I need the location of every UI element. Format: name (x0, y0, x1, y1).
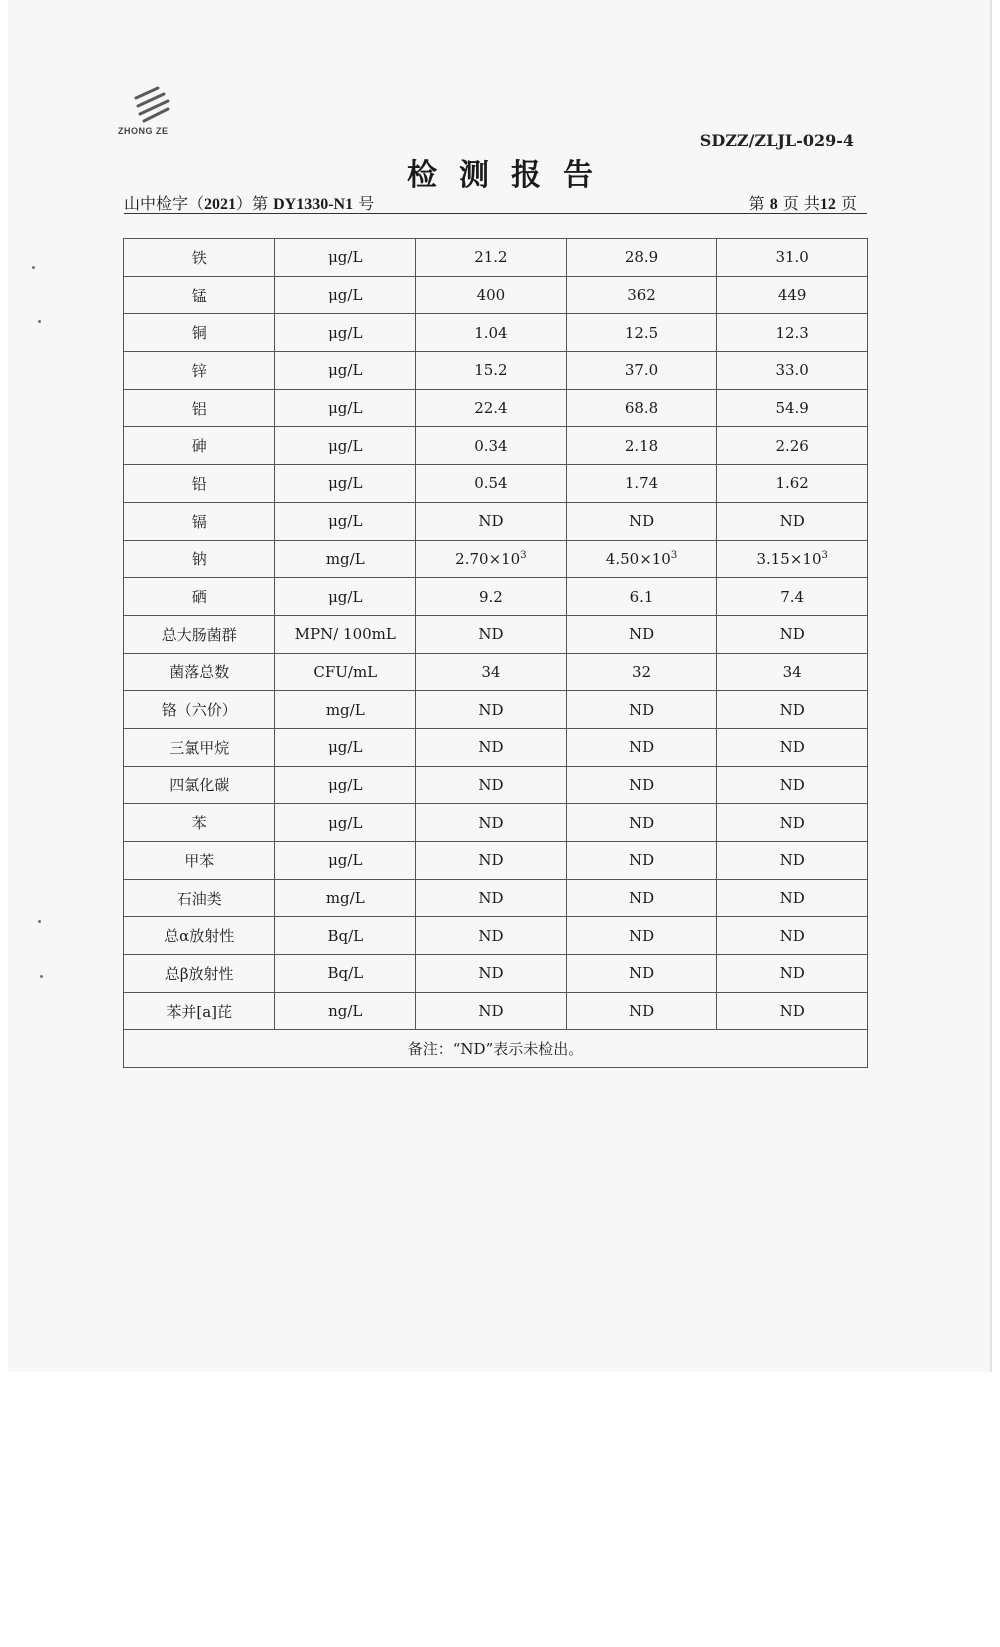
sample-3-value: ND (717, 879, 868, 917)
sample-1-value: 34 (416, 653, 567, 691)
unit: μg/L (275, 465, 416, 503)
sample-2-value: 12.5 (566, 314, 717, 352)
unit: mg/L (275, 540, 416, 578)
test-item: 锌 (124, 352, 275, 390)
sample-1-value: ND (416, 502, 567, 540)
sample-3-value: ND (717, 615, 868, 653)
table-note: 备注：“ND”表示未检出。 (124, 1030, 868, 1068)
test-item: 苯 (124, 804, 275, 842)
sample-3-value: 2.26 (717, 427, 868, 465)
table-row (124, 842, 868, 880)
logo-text: ZHONG ZE (118, 126, 169, 136)
table-row (124, 955, 868, 993)
sample-2-value: ND (566, 615, 717, 653)
page-title: 检测报告 (407, 158, 615, 193)
sample-3-value: ND (717, 766, 868, 804)
unit: μg/L (275, 314, 416, 352)
table-row (124, 276, 868, 314)
test-item: 总α放射性 (124, 917, 275, 955)
sample-3-value: 1.62 (717, 465, 868, 503)
test-item: 钠 (124, 540, 275, 578)
sample-1-value: ND (416, 691, 567, 729)
table-row (124, 239, 868, 277)
scan-speck (38, 320, 41, 323)
sample-3-value: ND (717, 691, 868, 729)
unit: μg/L (275, 352, 416, 390)
sample-3-value: ND (717, 992, 868, 1030)
scan-speck (38, 920, 41, 923)
test-item: 铜 (124, 314, 275, 352)
test-item: 铬（六价） (124, 691, 275, 729)
test-item: 锰 (124, 276, 275, 314)
table-row (124, 804, 868, 842)
test-item: 硒 (124, 578, 275, 616)
test-item: 苯并[a]芘 (124, 992, 275, 1030)
unit: μg/L (275, 427, 416, 465)
scan-speck (32, 266, 35, 269)
results-table (123, 238, 868, 1068)
unit: μg/L (275, 578, 416, 616)
note-row (124, 1030, 868, 1068)
sample-1-value: ND (416, 879, 567, 917)
unit: Bq/L (275, 917, 416, 955)
unit: μg/L (275, 276, 416, 314)
sample-1-value: 15.2 (416, 352, 567, 390)
sample-2-value: ND (566, 955, 717, 993)
unit: MPN/ 100mL (275, 615, 416, 653)
unit: μg/L (275, 239, 416, 277)
table-row (124, 615, 868, 653)
table-row (124, 766, 868, 804)
unit: CFU/mL (275, 653, 416, 691)
sample-2-value: $4.50\times 10^3$ (566, 540, 717, 578)
table-row (124, 578, 868, 616)
sample-2-value: 37.0 (566, 352, 717, 390)
table-row (124, 879, 868, 917)
unit: ng/L (275, 992, 416, 1030)
sample-2-value: 1.74 (566, 465, 717, 503)
test-item: 菌落总数 (124, 653, 275, 691)
sample-1-value: $2.70\times 10^3$ (416, 540, 567, 578)
test-item: 石油类 (124, 879, 275, 917)
test-item: 总β放射性 (124, 955, 275, 993)
table-row (124, 653, 868, 691)
sample-2-value: ND (566, 917, 717, 955)
sample-2-value: ND (566, 804, 717, 842)
sample-1-value: ND (416, 992, 567, 1030)
sample-2-value: ND (566, 502, 717, 540)
sample-2-value: ND (566, 766, 717, 804)
sample-3-value: ND (717, 842, 868, 880)
test-item: 甲苯 (124, 842, 275, 880)
page-counter: 第 8 页 共12 页 (748, 194, 857, 213)
unit: mg/L (275, 879, 416, 917)
test-item: 四氯化碳 (124, 766, 275, 804)
scan-speck (40, 975, 43, 978)
company-logo (118, 84, 188, 136)
test-item: 铁 (124, 239, 275, 277)
sample-1-value: 21.2 (416, 239, 567, 277)
sample-1-value: 0.54 (416, 465, 567, 503)
sample-2-value: 362 (566, 276, 717, 314)
test-item: 总大肠菌群 (124, 615, 275, 653)
sample-1-value: 22.4 (416, 389, 567, 427)
sample-2-value: 6.1 (566, 578, 717, 616)
sample-1-value: ND (416, 955, 567, 993)
table-row (124, 389, 868, 427)
table-row (124, 502, 868, 540)
exponent: 3 (821, 549, 828, 561)
sample-2-value: ND (566, 842, 717, 880)
sample-3-value: 54.9 (717, 389, 868, 427)
table-row (124, 917, 868, 955)
sample-2-value: ND (566, 879, 717, 917)
sample-3-value: 31.0 (717, 239, 868, 277)
document-code: SDZZ/ZLJL-029-4 (699, 131, 854, 150)
table-row (124, 427, 868, 465)
sample-1-value: 0.34 (416, 427, 567, 465)
sample-1-value: ND (416, 766, 567, 804)
sample-3-value: 7.4 (717, 578, 868, 616)
sample-1-value: ND (416, 842, 567, 880)
sample-1-value: ND (416, 804, 567, 842)
unit: μg/L (275, 728, 416, 766)
sample-3-value: ND (717, 728, 868, 766)
report-number: 山中检字（2021）第 DY1330-N1 号 (124, 194, 375, 213)
sample-3-value: ND (717, 502, 868, 540)
table-row (124, 728, 868, 766)
sample-3-value: 449 (717, 276, 868, 314)
sample-3-value: ND (717, 804, 868, 842)
table-row (124, 465, 868, 503)
sample-2-value: 68.8 (566, 389, 717, 427)
table-row (124, 540, 868, 578)
sample-1-value: ND (416, 917, 567, 955)
exponent: 3 (670, 549, 678, 561)
sample-2-value: ND (566, 728, 717, 766)
sample-1-value: ND (416, 728, 567, 766)
sample-2-value: ND (566, 992, 717, 1030)
sample-1-value: 1.04 (416, 314, 567, 352)
test-item: 镉 (124, 502, 275, 540)
sample-3-value: 34 (717, 653, 868, 691)
unit: μg/L (275, 766, 416, 804)
sample-3-value: $3.15\times 10^3$ (717, 540, 868, 578)
sample-3-value: ND (717, 917, 868, 955)
test-item: 三氯甲烷 (124, 728, 275, 766)
sample-2-value: ND (566, 691, 717, 729)
test-item: 砷 (124, 427, 275, 465)
test-item: 铝 (124, 389, 275, 427)
unit: mg/L (275, 691, 416, 729)
unit: μg/L (275, 804, 416, 842)
sample-2-value: 2.18 (566, 427, 717, 465)
test-item: 铅 (124, 465, 275, 503)
table-row (124, 352, 868, 390)
logo-stripes-icon (130, 84, 174, 124)
sample-3-value: 33.0 (717, 352, 868, 390)
sample-1-value: 9.2 (416, 578, 567, 616)
exponent: 3 (520, 549, 527, 561)
sample-1-value: ND (416, 615, 567, 653)
table-row (124, 691, 868, 729)
sample-2-value: 28.9 (566, 239, 717, 277)
unit: μg/L (275, 502, 416, 540)
table-row (124, 992, 868, 1030)
table-row (124, 314, 868, 352)
sample-2-value: 32 (566, 653, 717, 691)
sample-3-value: 12.3 (717, 314, 868, 352)
unit: μg/L (275, 389, 416, 427)
sample-3-value: ND (717, 955, 868, 993)
unit: μg/L (275, 842, 416, 880)
report-reference-line (124, 189, 867, 214)
unit: Bq/L (275, 955, 416, 993)
sample-1-value: 400 (416, 276, 567, 314)
